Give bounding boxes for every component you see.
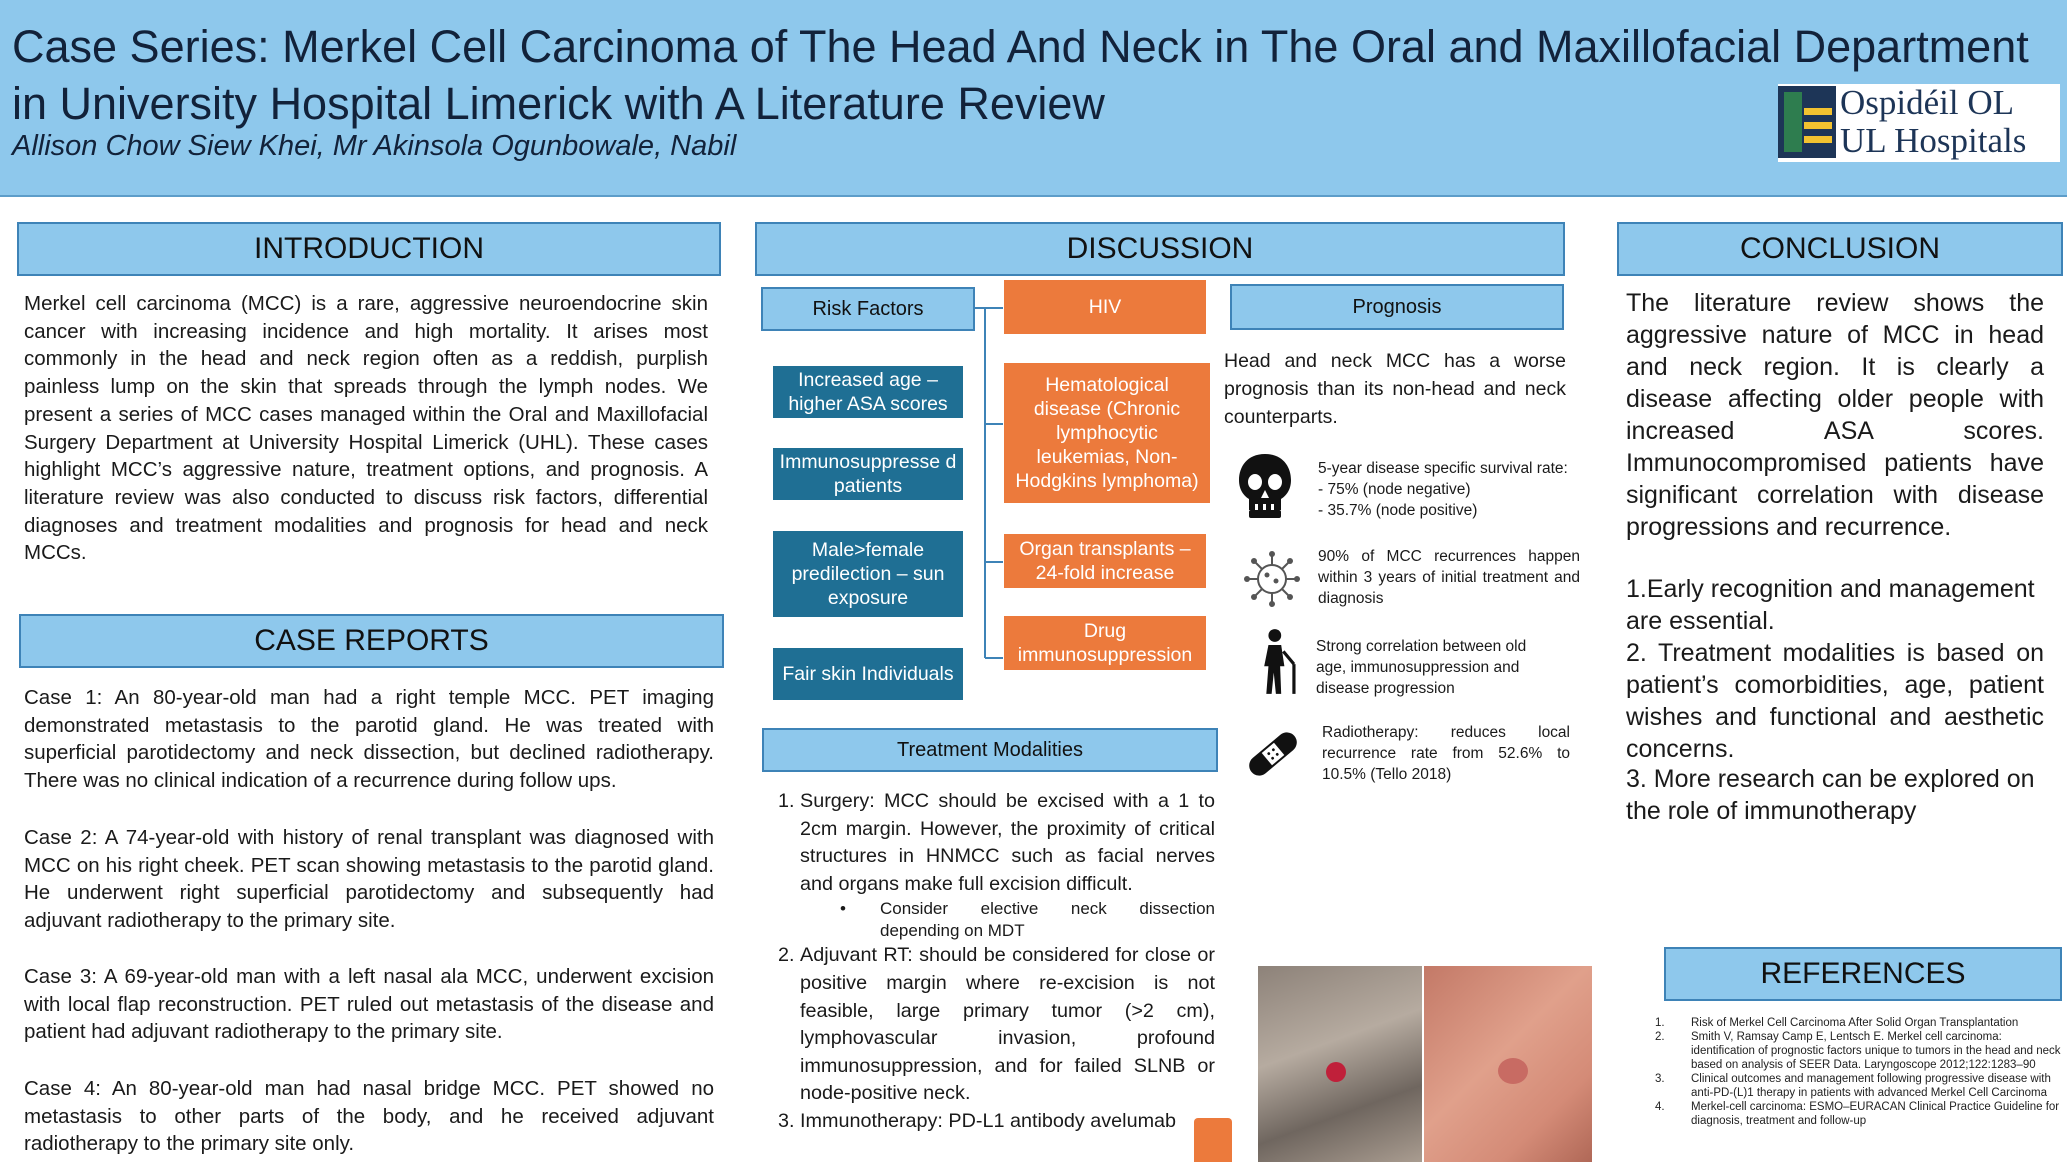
risk-hiv: HIV: [1004, 280, 1206, 334]
connector-lines: [975, 300, 1005, 670]
reference-item: [1655, 1030, 2063, 1072]
clipboard-icon: [1194, 1118, 1232, 1162]
authors-line: Allison Chow Siew Khei, Mr Akinsola Ogunbowale, Nabil: [12, 130, 737, 162]
bandage-icon: [1243, 720, 1303, 788]
risk-factor-immunosuppressed: Immunosuppresse d patients: [773, 448, 963, 500]
conclusion-heading: CONCLUSION: [1617, 222, 2063, 276]
reference-text: Smith V, Ramsay Camp E, Lentsch E. Merkel cell carcinoma: identification of prognostic factors unique to tumors in the head and neck based on analysis of SEER Data. Laryngoscope 2012;122:1283–90: [1691, 1031, 2061, 1071]
prognosis-age-correlation: Strong correlation between old age, immunosuppression and disease progression: [1316, 638, 1527, 697]
treatment-adjuvant-rt: 2. Adjuvant RT: should be considered for close or positive margin where re-excision is not feasible, large primary tumor (>2 cm), lymphovascular invasion, profound immunosuppression, and for failed SLNB or node-positive neck.: [800, 942, 1215, 1108]
reference-item: [1655, 1100, 2063, 1128]
survival-label: 5-year disease specific survival rate:: [1318, 460, 1568, 477]
treatment-surgery-text: Surgery: MCC should be excised with a 1 to 2cm margin. However, the proximity of critical structures in HNMCC such as facial nerves and organs make full excision difficult.: [800, 790, 1215, 895]
treatment-surgery: [800, 788, 1215, 942]
poster-title: Case Series: Merkel Cell Carcinoma of The Head And Neck in The Oral and Maxillofacial Department in University Hospital Limerick with A Literature Review: [12, 21, 2029, 129]
reference-item: [1655, 1072, 2063, 1100]
logo-text-irish: Ospidéil OL: [1840, 83, 2015, 122]
case-report-2: Case 2: A 74-year-old with history of renal transplant was diagnosed with MCC on his right cheek. PET scan showing metastasis to the parotid gland. He underwent right superficial parotidectomy and subsequently had adjuvant radiotherapy to the primary site.: [24, 826, 714, 933]
virus-icon: [1242, 545, 1302, 613]
introduction-text: Merkel cell carcinoma (MCC) is a rare, aggressive neuroendocrine skin cancer with increasing incidence and high mortality. It arises most commonly in the head and neck region often as a reddish, purplish painless lump on the skin that spreads through the lymph nodes. We present a series of MCC cases managed within the Oral and Maxillofacial Surgery Department at University Hospital Limerick (UHL). These cases highlight MCC’s aggressive nature, treatment options, and prognosis. A literature review was also conducted to discuss risk factors, differential diagnoses and treatment modalities and prognosis for head and neck MCCs.: [24, 292, 708, 565]
conclusion-text: The literature review shows the aggressive nature of MCC in head and neck region. It is clearly a disease affecting older people with increased ASA scores. Immunocompromised patients have significant correlation with disease progressions and recurrence.: [1626, 289, 2044, 541]
prognosis-intro: Head and neck MCC has a worse prognosis than its non-head and neck counterparts.: [1224, 350, 1566, 428]
risk-organ-transplants: Organ transplants – 24-fold increase: [1004, 534, 1206, 588]
risk-factor-fair-skin: Fair skin Individuals: [773, 648, 963, 700]
clinical-photo-temple: [1258, 966, 1422, 1162]
introduction-heading: INTRODUCTION: [17, 222, 721, 276]
risk-hematological: Hematological disease (Chronic lymphocytic leukemias, Non-Hodgkins lymphoma): [1004, 363, 1210, 503]
treatment-list: [760, 788, 1215, 1162]
risk-factor-male-sun: Male>female predilection – sun exposure: [773, 531, 963, 617]
risk-factor-age: Increased age – higher ASA scores: [773, 366, 963, 418]
reference-text: Risk of Merkel Cell Carcinoma After Solid Organ Transplantation: [1691, 1017, 2019, 1029]
case-report-4: Case 4: An 80-year-old man had nasal bridge MCC. PET showed no metastasis to other parts of the body, and he received adjuvant radiotherapy to the primary site only.: [24, 1077, 714, 1156]
treatment-heading: Treatment Modalities: [762, 728, 1218, 772]
reference-number: 3.: [1655, 1073, 1665, 1085]
conclusion-point-3: 3. More research can be explored on the role of immunotherapy: [1626, 765, 2035, 825]
lesion-mark: [1326, 1062, 1346, 1082]
references-list: [1655, 1016, 2063, 1128]
reference-item: [1655, 1016, 2063, 1030]
survival-node-positive: - 35.7% (node positive): [1318, 502, 1478, 519]
conclusion-point-2: 2. Treatment modalities is based on patient’s comorbidities, age, patient wishes and functional and aesthetic concerns.: [1626, 639, 2044, 763]
discussion-heading: DISCUSSION: [755, 222, 1565, 276]
reference-number: 2.: [1655, 1031, 1665, 1043]
survival-node-negative: - 75% (node negative): [1318, 481, 1471, 498]
risk-drug-immunosuppression: Drug immunosuppression: [1004, 616, 1206, 670]
skull-icon: [1235, 452, 1295, 520]
clinical-photo-cheek: [1424, 966, 1592, 1162]
case-reports-heading: CASE REPORTS: [19, 614, 724, 668]
elderly-person-icon: [1248, 628, 1308, 696]
reference-number: 4.: [1655, 1101, 1665, 1113]
lesion-mark: [1498, 1058, 1528, 1084]
risk-factors-heading: Risk Factors: [761, 287, 975, 331]
hospital-logo: [1778, 84, 2060, 162]
reference-number: 1.: [1655, 1017, 1665, 1029]
prognosis-survival: [1318, 458, 1588, 521]
logo-mark-icon: [1778, 86, 1836, 158]
bullet-dot-icon: •: [840, 899, 846, 919]
treatment-sub-bullet: [800, 898, 1215, 942]
case-report-3: Case 3: A 69-year-old man with a left nasal ala MCC, underwent excision with local flap reconstruction. PET ruled out metastasis of the disease and patient had adjuvant radiotherapy to the primary site.: [24, 965, 714, 1044]
prognosis-radiotherapy: Radiotherapy: reduces local recurrence rate from 52.6% to 10.5% (Tello 2018): [1322, 724, 1570, 783]
logo-text-english: UL Hospitals: [1840, 121, 2027, 160]
prognosis-heading: Prognosis: [1230, 284, 1564, 330]
reference-text: Merkel-cell carcinoma: ESMO–EURACAN Clinical Practice Guideline for diagnosis, treatment and follow-up: [1691, 1101, 2060, 1127]
references-heading: REFERENCES: [1664, 947, 2062, 1001]
case-report-1: Case 1: An 80-year-old man had a right temple MCC. PET imaging demonstrated metastasis to the parotid gland. He was treated with superficial parotidectomy and neck dissection, but declined radiotherapy. There was no clinical indication of a recurrence during follow ups.: [24, 686, 714, 793]
treatment-immunotherapy: 3. Immunotherapy: PD-L1 antibody avelumab: [800, 1108, 1215, 1136]
prognosis-recurrence: 90% of MCC recurrences happen within 3 years of initial treatment and diagnosis: [1318, 548, 1580, 607]
neck-dissection-note: Consider elective neck dissection depending on MDT: [880, 899, 1215, 941]
reference-text: Clinical outcomes and management following progressive disease with anti-PD-(L)1 therapy in patients with advanced Merkel Cell Carcinoma: [1691, 1073, 2051, 1099]
conclusion-point-1: 1.Early recognition and management are essential.: [1626, 575, 2035, 635]
